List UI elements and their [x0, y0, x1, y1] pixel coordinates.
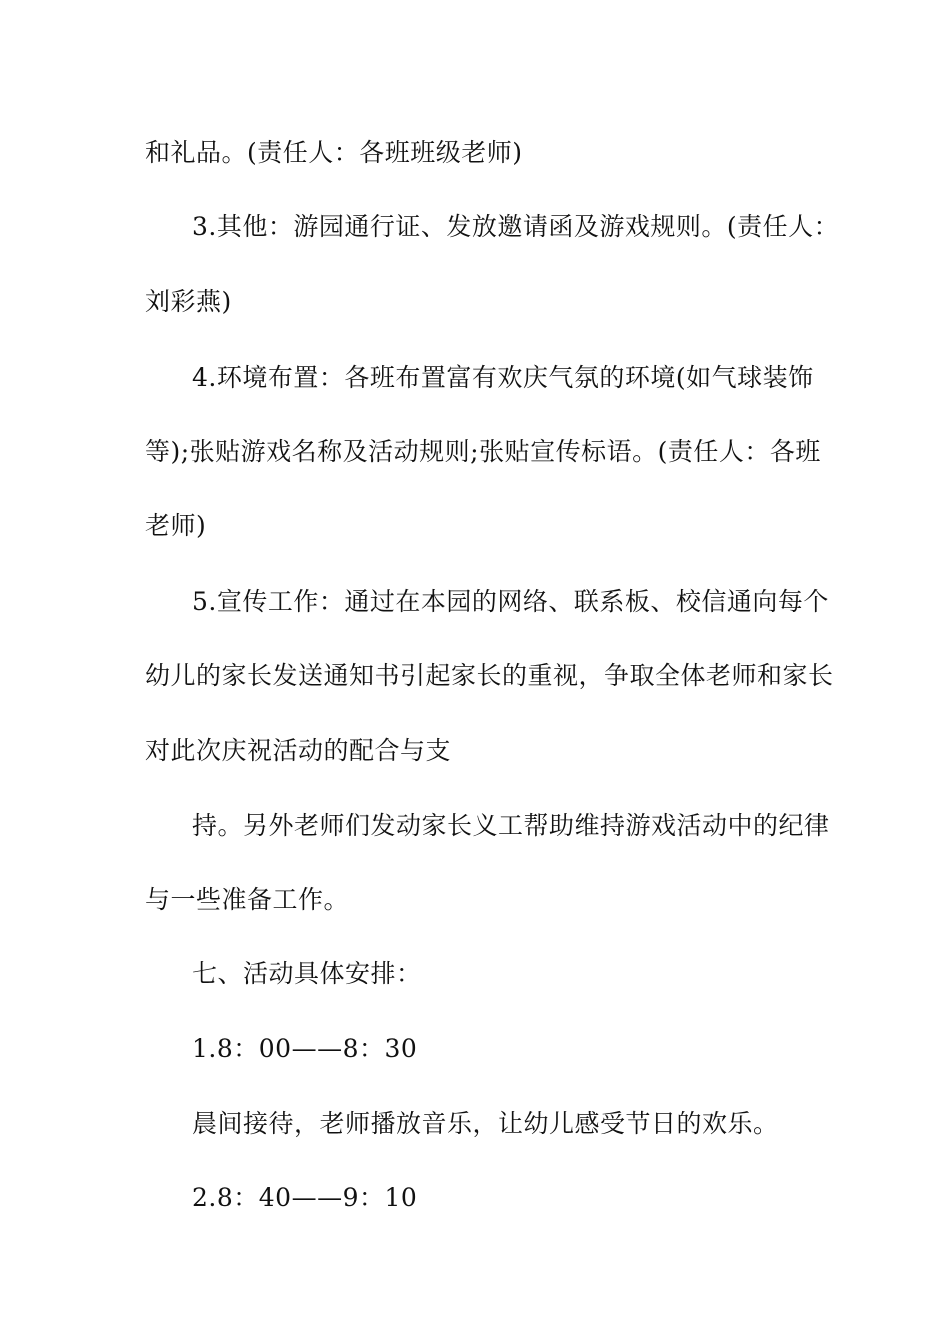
text-line: 4.环境布置：各班布置富有欢庆气氛的环境(如气球装饰 [192, 363, 814, 392]
text-line: 和礼品。(责任人：各班班级老师) [145, 138, 523, 167]
text-line: 持。另外老师们发动家长义工帮助维持游戏活动中的纪律 [192, 811, 830, 840]
text-line: 5.宣传工作：通过在本园的网络、联系板、校信通向每个 [192, 587, 829, 616]
text-line: 晨间接待，老师播放音乐，让幼儿感受节日的欢乐。 [192, 1109, 779, 1138]
text-line: 刘彩燕) [145, 287, 232, 316]
schedule-time: 1.8：00——8：30 [192, 1034, 418, 1063]
schedule-time: 2.8：40——9：10 [192, 1183, 418, 1212]
text-line: 幼儿的家长发送通知书引起家长的重视，争取全体老师和家长 [145, 661, 834, 690]
text-line: 与一些准备工作。 [145, 885, 350, 914]
text-line: 等);张贴游戏名称及活动规则;张贴宣传标语。(责任人：各班 [145, 437, 821, 466]
section-heading: 七、活动具体安排： [192, 959, 422, 988]
text-line: 对此次庆祝活动的配合与支 [145, 736, 452, 765]
text-line: 老师) [145, 511, 207, 540]
text-line: 3.其他：游园通行证、发放邀请函及游戏规则。(责任人： [192, 212, 840, 241]
